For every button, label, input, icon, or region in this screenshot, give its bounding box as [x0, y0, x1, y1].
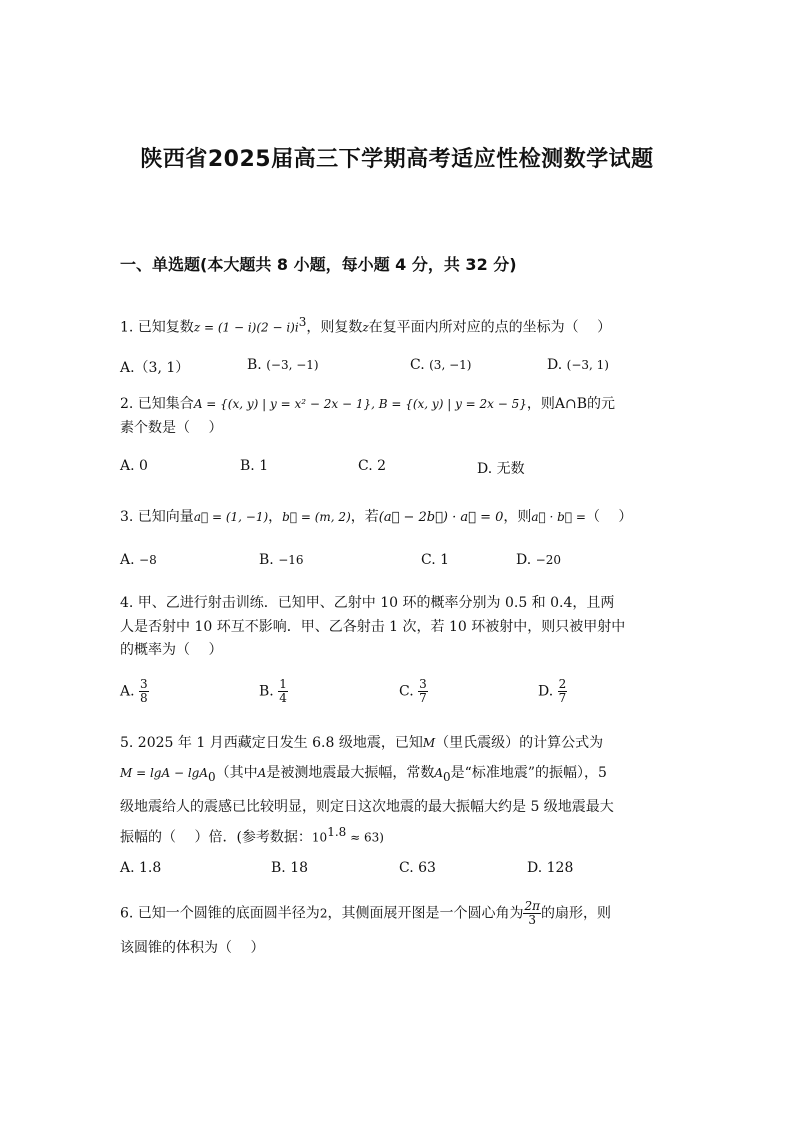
question-2 — [120, 394, 615, 414]
q3-option-b[interactable] — [259, 552, 304, 568]
q2-option-a[interactable]: A. 0 — [120, 458, 148, 474]
q5-line1a: 5. 2025 年 1 月西藏定日发生 6.8 级地震，已知 — [120, 735, 423, 751]
q5-line1 — [120, 733, 603, 753]
q4-option-a-label: A. — [120, 683, 135, 700]
q4-option-a[interactable] — [120, 678, 149, 705]
q3-expr3: (a⃗ − 2b⃗) · a⃗ = 0 — [378, 510, 504, 525]
q4-option-b[interactable] — [259, 678, 288, 705]
q6-line1 — [120, 900, 611, 927]
q6-line1b: ，其侧面展开图是一个圆心角为 — [327, 905, 524, 922]
q3-option-d-math: −20 — [535, 553, 561, 567]
q1-option-c-label: C. — [410, 357, 425, 373]
q5-line3: 级地震给人的震感已比较明显，则定日这次地震的最大振幅大约是 5 级地震最大 — [120, 799, 614, 815]
q1-option-d-label: D. — [547, 357, 563, 373]
section-heading: 一、单选题(本大题共 8 小题，每小题 4 分，共 32 分) — [120, 255, 517, 274]
q4-d-numerator: 2 — [558, 677, 567, 691]
q5-line1b: （里氏震级）的计算公式为 — [435, 735, 604, 751]
q2-option-d[interactable]: D. 无数 — [477, 461, 525, 477]
q3-expr4: a⃗ · b⃗ = — [531, 510, 586, 524]
q4-c-numerator: 3 — [419, 677, 427, 691]
q3-expr2: b⃗ = (m, 2) — [282, 510, 351, 524]
q3-option-a-label: A. — [120, 552, 135, 568]
q5-option-d[interactable]: D. 128 — [527, 860, 574, 876]
q4-b-numerator: 1 — [279, 677, 287, 691]
q4-option-c[interactable] — [399, 678, 428, 705]
q1-option-c-math: (3, −1) — [429, 358, 472, 372]
question-3 — [120, 507, 632, 528]
q6-line2: 该圆锥的体积为（ ） — [120, 940, 265, 956]
q3-option-a-math: −8 — [139, 553, 157, 567]
q6-line1c: 的扇形，则 — [540, 905, 611, 922]
q4-option-d[interactable] — [538, 678, 567, 705]
q1-option-d-math: (−3, 1) — [566, 358, 609, 372]
q3-sep1: ， — [268, 509, 283, 525]
q5-line2 — [120, 763, 607, 787]
q1-option-b-math: (−3, −1) — [266, 358, 319, 372]
q5-line4m2: ≈ 63) — [346, 830, 384, 845]
q4-option-d-label: D. — [538, 683, 554, 700]
q1-option-d[interactable] — [547, 357, 609, 373]
q6-line1m: 2 — [319, 906, 328, 921]
q3-option-b-math: −16 — [278, 553, 304, 567]
q1-var: z — [362, 320, 369, 335]
q6-fraction — [523, 900, 541, 927]
q3-sep3: ，则 — [503, 509, 532, 525]
q5-option-a[interactable]: A. 1.8 — [120, 860, 162, 876]
q4-option-c-label: C. — [399, 683, 414, 700]
q5-line2a: （其中 — [215, 765, 258, 781]
q5-formula-sub: 0 — [208, 769, 216, 784]
q3-option-d[interactable] — [516, 552, 561, 568]
q4-option-b-label: B. — [259, 683, 274, 700]
q6-line1a: 6. 已知一个圆锥的底面圆半径为 — [120, 905, 320, 922]
q4-option-d-fraction — [558, 678, 568, 705]
q4-option-a-fraction — [139, 678, 149, 705]
q5-option-b[interactable]: B. 18 — [271, 860, 309, 876]
q3-prefix: 3. 已知向量 — [120, 509, 194, 525]
q5-formula: M = lgA − lgA — [120, 766, 209, 780]
q1-option-c[interactable] — [410, 357, 471, 373]
q3-end: （ ） — [585, 509, 633, 525]
q4-a-denominator: 8 — [140, 691, 148, 705]
q3-option-c[interactable]: C. 1 — [421, 552, 450, 568]
q3-sep2: ，若 — [350, 509, 379, 525]
q3-option-a[interactable] — [120, 552, 157, 568]
q2-suffix: ，则A∩B的元 — [526, 396, 616, 412]
q1-suffix-a: ，则复数 — [306, 319, 363, 336]
q2-line2: 素个数是（ ） — [120, 420, 223, 436]
q1-option-a[interactable]: A.（3, 1） — [120, 360, 190, 376]
q1-option-b[interactable] — [247, 357, 319, 373]
q4-b-denominator: 4 — [279, 691, 287, 705]
q2-prefix: 2. 已知集合 — [120, 396, 194, 412]
q5-option-c[interactable]: C. 63 — [399, 860, 436, 876]
q4-option-b-fraction — [278, 678, 288, 705]
q2-option-c[interactable]: C. 2 — [358, 458, 387, 474]
q6-denominator: 3 — [528, 913, 537, 927]
q5-line2v2-sub: 0 — [443, 769, 451, 784]
q1-expr-sup: 3 — [298, 315, 307, 329]
q4-d-denominator: 7 — [558, 691, 567, 705]
q4-line1: 4. 甲、乙进行射击训练．已知甲、乙射中 10 环的概率分别为 0.5 和 0.4，且两 — [120, 595, 615, 611]
q5-line1m: M — [422, 736, 436, 750]
q2-option-b[interactable]: B. 1 — [240, 458, 269, 474]
q4-a-numerator: 3 — [140, 677, 148, 691]
q5-line2v: A — [257, 766, 267, 780]
q4-c-denominator: 7 — [419, 691, 427, 705]
q3-option-b-label: B. — [259, 552, 274, 568]
q5-line2c: 是“标准地震”的振幅），5 — [450, 765, 607, 781]
q3-option-d-label: D. — [516, 552, 532, 568]
q5-line4m: 10 — [311, 830, 328, 845]
q3-expr1: a⃗ = (1, −1) — [193, 510, 269, 524]
q1-prefix: 1. 已知复数 — [120, 319, 194, 336]
q4-line2: 人是否射中 10 环互不影响．甲、乙各射击 1 次，若 10 环被射中，则只被甲射中 — [120, 619, 626, 635]
q5-line4 — [120, 822, 384, 848]
q2-expr: A = {(x, y) | y = x² − 2x − 1}, B = {(x, y) | y = 2x − 5} — [193, 397, 527, 411]
q1-suffix-b: 在复平面内所对应的点的坐标为（ ） — [368, 319, 612, 336]
q5-line2v2: A — [434, 766, 444, 780]
q5-line4a: 振幅的（ ）倍．(参考数据： — [120, 829, 312, 846]
question-1 — [120, 312, 611, 338]
q5-line2b: 是被测地震最大振幅，常数 — [266, 765, 435, 781]
page-title: 陕西省2025届高三下学期高考适应性检测数学试题 — [140, 147, 654, 172]
q4-option-c-fraction — [418, 678, 428, 705]
q1-option-b-label: B. — [247, 357, 262, 373]
q1-expr: z = (1 − i)(2 − i)i — [193, 320, 299, 335]
q5-line4sup: 1.8 — [327, 825, 347, 839]
q6-numerator: 2π — [524, 899, 540, 913]
q4-line3: 的概率为（ ） — [120, 642, 223, 658]
